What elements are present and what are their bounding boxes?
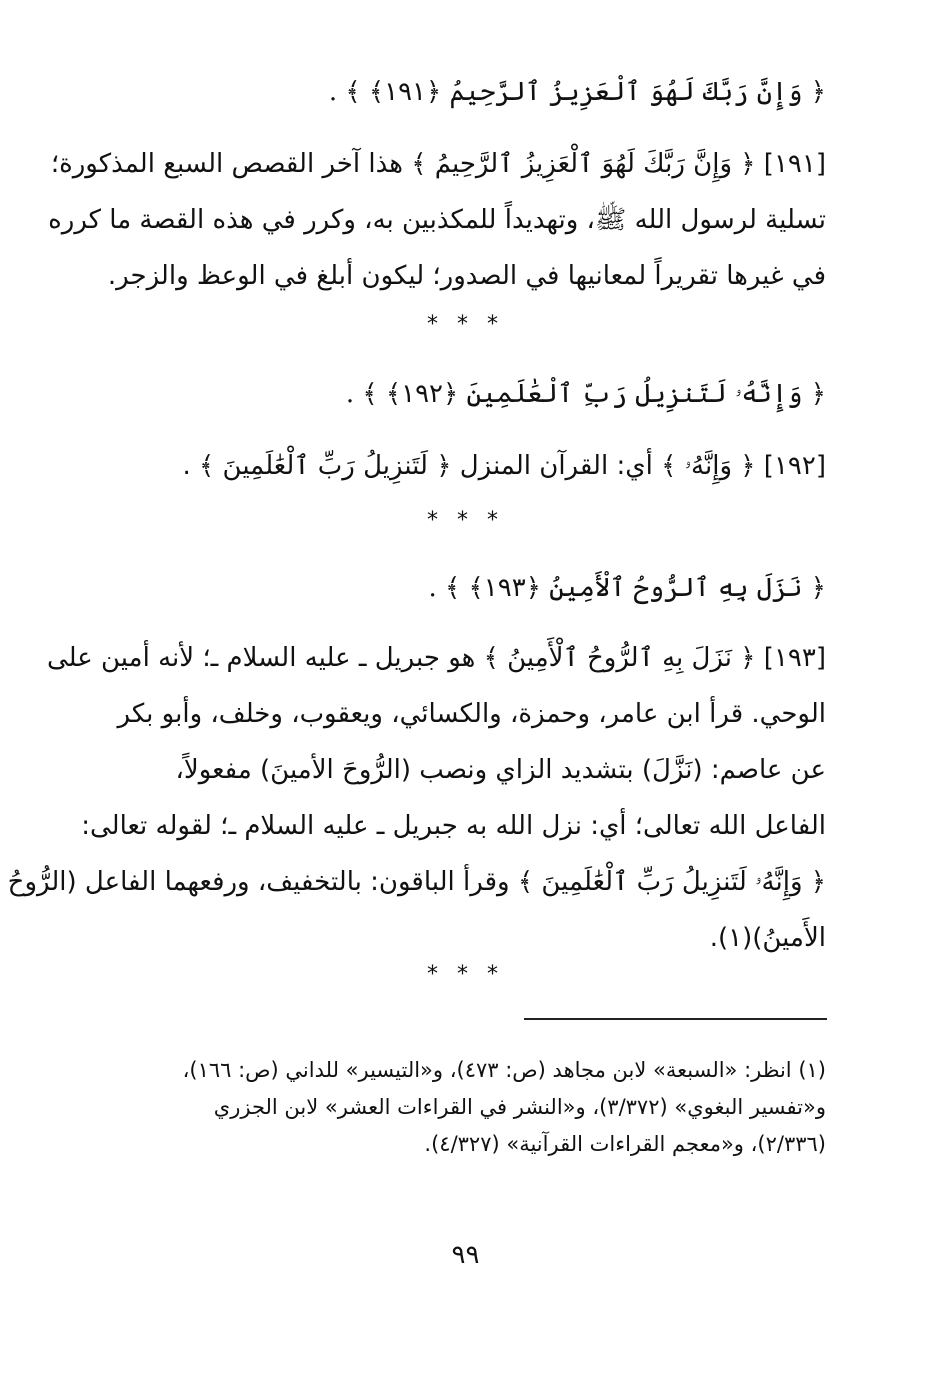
verse-line: ﴿ وَإِنَّهُۥ لَتَنزِيلُ رَبِّ ٱلْعَٰلَمِينَ ﴿١٩٢﴾ ﴾ . bbox=[345, 379, 826, 409]
section-separator: * * * bbox=[427, 508, 504, 533]
commentary-192 bbox=[104, 438, 826, 494]
text-line: [١٩٣] ﴿ نَزَلَ بِهِ ٱلرُّوحُ ٱلْأَمِينُ ﴾ هو جبريل ـ عليه السلام ـ؛ لأنه أمين على bbox=[46, 643, 826, 673]
footnote-line: و«تفسير البغوي» (٣/٣٧٢)، و«النشر في القراءات العشر» لابن الجزري bbox=[213, 1095, 826, 1119]
text-line: الأَمينُ)(١). bbox=[709, 923, 826, 953]
verse-192 bbox=[104, 366, 826, 422]
footnote-line: (١) انظر: «السبعة» لابن مجاهد (ص: ٤٧٣)، و«التيسير» للداني (ص: ١٦٦)، bbox=[182, 1058, 826, 1082]
footnote-divider bbox=[524, 1018, 827, 1020]
text-line: تسلية لرسول الله ﷺ، وتهديداً للمكذبين به، وكرر في هذه القصة ما كرره bbox=[48, 205, 826, 235]
commentary-191 bbox=[48, 136, 826, 304]
verse-line: ﴿ وَإِنَّ رَبَّكَ لَهُوَ ٱلْعَزِيزُ ٱلرَّحِيمُ ﴿١٩١﴾ ﴾ . bbox=[328, 77, 826, 107]
text-line: في غيرها تقريراً لمعانيها في الصدور؛ ليكون أبلغ في الوعظ والزجر. bbox=[107, 261, 826, 291]
text-line: ﴿ وَإِنَّهُۥ لَتَنزِيلُ رَبِّ ٱلْعَٰلَمِينَ ﴾ وقرأ الباقون: بالتخفيف، ورفعهما الفاعل (الرُّوحُ bbox=[7, 867, 826, 897]
footnote-line: (٢/٣٣٦)، و«معجم القراءات القرآنية» (٤/٣٢٧). bbox=[424, 1132, 826, 1156]
text-line: الوحي. قرأ ابن عامر، وحمزة، والكسائي، ويعقوب، وخلف، وأبو بكر bbox=[117, 699, 826, 729]
verse-193 bbox=[104, 560, 826, 616]
section-separator: * * * bbox=[427, 312, 504, 337]
page-number: ٩٩ bbox=[451, 1240, 480, 1270]
commentary-193 bbox=[7, 630, 826, 966]
verse-191 bbox=[104, 64, 826, 120]
text-line: الفاعل الله تعالى؛ أي: نزل الله به جبريل ـ عليه السلام ـ؛ لقوله تعالى: bbox=[81, 811, 826, 841]
text-line: عن عاصم: (نَزَّلَ) بتشديد الزاي ونصب (الرُّوحَ الأمينَ) مفعولاً، bbox=[175, 755, 826, 785]
section-separator: * * * bbox=[427, 962, 504, 987]
text-line: [١٩٢] ﴿ وَإِنَّهُۥ ﴾ أي: القرآن المنزل ﴿ لَتَنزِيلُ رَبِّ ٱلْعَٰلَمِينَ ﴾ . bbox=[182, 451, 826, 481]
text-line: [١٩١] ﴿ وَإِنَّ رَبَّكَ لَهُوَ ٱلْعَزِيزُ ٱلرَّحِيمُ ﴾ هذا آخر القصص السبع المذكورة؛ bbox=[50, 149, 826, 179]
footnote bbox=[104, 1052, 826, 1163]
verse-line: ﴿ نَزَلَ بِهِ ٱلرُّوحُ ٱلْأَمِينُ ﴿١٩٣﴾ ﴾ . bbox=[428, 573, 826, 603]
